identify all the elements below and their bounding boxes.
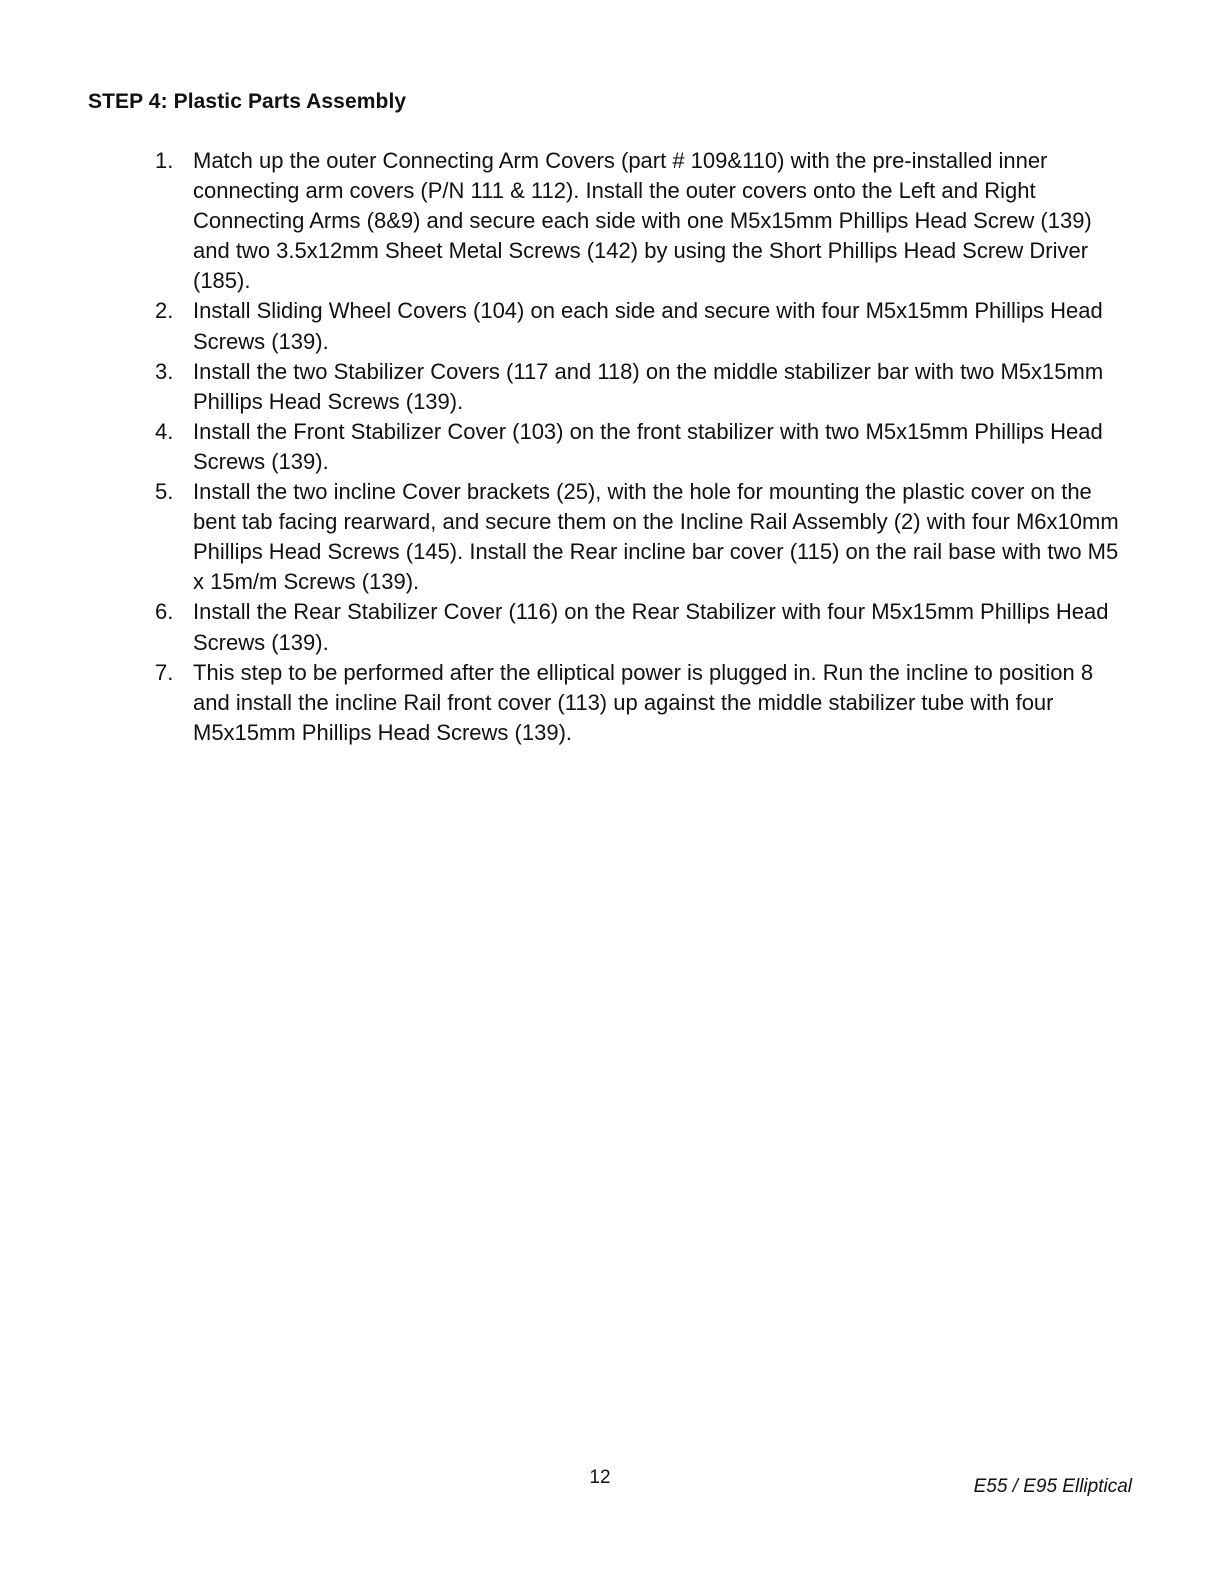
step-number: 5.	[155, 479, 174, 505]
step-number: 3.	[155, 358, 174, 384]
section-heading: STEP 4: Plastic Parts Assembly	[88, 90, 407, 113]
steps-list	[0, 146, 1224, 748]
list-item	[0, 477, 1224, 597]
list-item	[0, 146, 1224, 296]
list-item	[0, 658, 1224, 748]
footer-product-title: E55 / E95 Elliptical	[973, 1476, 1132, 1497]
step-text: Match up the outer Connecting Arm Covers (part # 109&110) with the pre-installed inner connecting arm covers (P/N 111 & 112). Install the outer covers onto the Left and Right Connecting Arms (8&9) and secure each side with one M5x15mm Phillips Head Screw (139) and two 3.5x12mm Sheet Metal Screws (142) by using the Short Phillips Head Screw Driver (185).	[193, 148, 1092, 294]
step-number: 4.	[155, 418, 174, 444]
list-item	[0, 296, 1224, 356]
step-text: Install Sliding Wheel Covers (104) on each side and secure with four M5x15mm Phillips Head Screws (139).	[193, 298, 1103, 354]
page-number: 12	[589, 1467, 611, 1488]
step-number: 2.	[155, 298, 174, 324]
step-text: Install the Front Stabilizer Cover (103) on the front stabilizer with two M5x15mm Phillips Head Screws (139).	[193, 418, 1103, 474]
step-number: 7.	[155, 659, 174, 685]
list-item	[0, 597, 1224, 657]
list-item	[0, 417, 1224, 477]
step-text: Install the two Stabilizer Covers (117 and 118) on the middle stabilizer bar with two M5x15mm Phillips Head Screws (139).	[193, 358, 1104, 414]
step-text: Install the Rear Stabilizer Cover (116) on the Rear Stabilizer with four M5x15mm Phillips Head Screws (139).	[193, 599, 1109, 655]
step-number: 6.	[155, 599, 174, 625]
step-number: 1.	[155, 148, 174, 173]
list-item	[0, 357, 1224, 417]
step-text: Install the two incline Cover brackets (25), with the hole for mounting the plastic cover on the bent tab facing rearward, and secure them on the Incline Rail Assembly (2) with four M6x10mm Phillips Head Screws (145). Install the Rear incline bar cover (115) on the rail base with two M5 x 15m/m Screws (139).	[193, 479, 1119, 595]
step-text: This step to be performed after the elliptical power is plugged in. Run the incline to position 8 and install the incline Rail front cover (113) up against the middle stabilizer tube with four M5x15mm Phillips Head Screws (139).	[193, 659, 1094, 745]
